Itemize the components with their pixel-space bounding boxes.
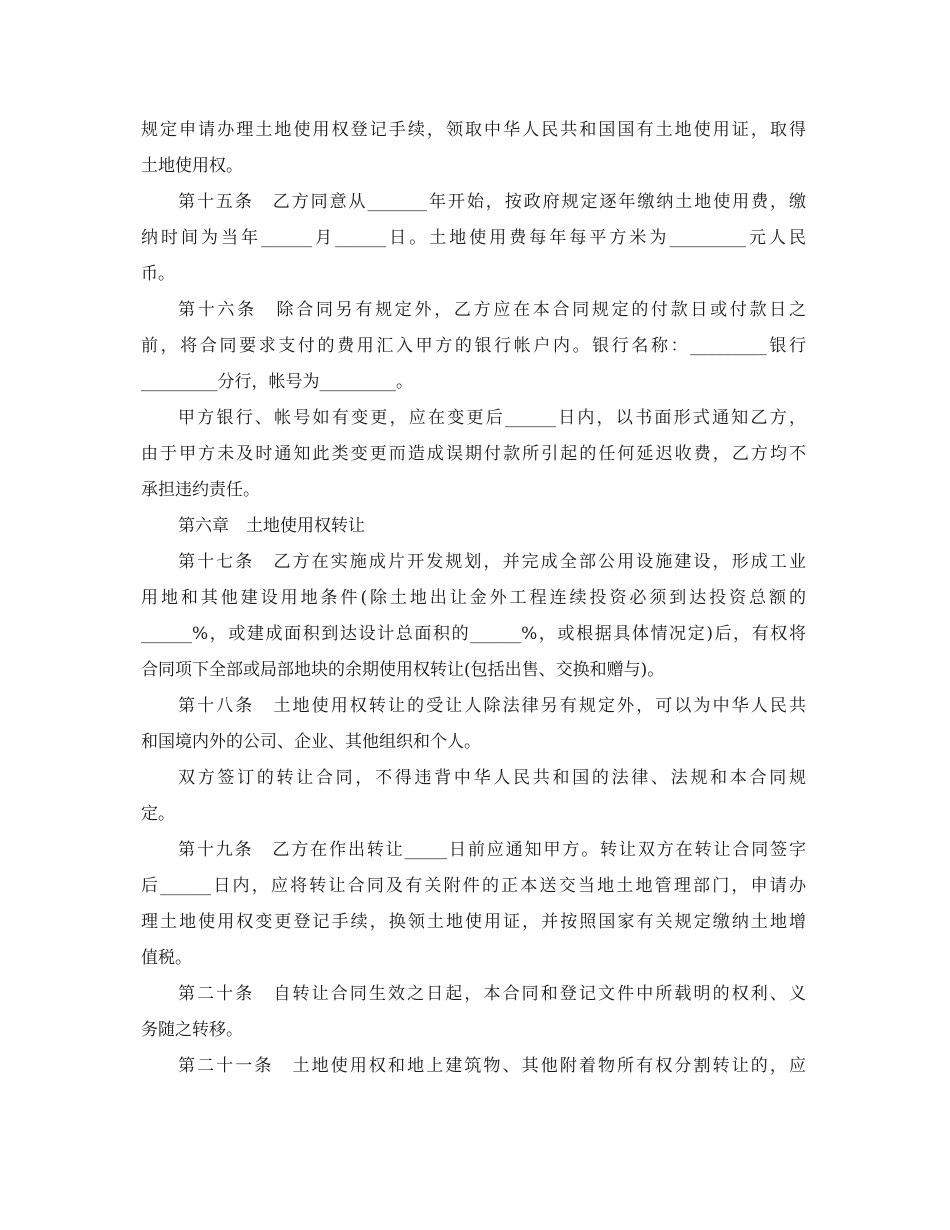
text-line: 双方签订的转让合同，不得违背中华人民共和国的法律、法规和本合同规 xyxy=(178,768,806,788)
article-21-line: 第二十一条 土地使用权和地上建筑物、其他附着物所有权分割转让的，应 xyxy=(178,1056,806,1076)
text-line: 币。 xyxy=(141,264,175,284)
article-15-line: 第十五条 乙方同意从_______年开始，按政府规定逐年缴纳土地使用费，缴 xyxy=(178,192,806,212)
text-line: 由于甲方未及时通知此类变更而造成误期付款所引起的任何延迟收费，乙方均不 xyxy=(141,444,806,464)
chapter-6-heading: 第六章 土地使用权转让 xyxy=(178,516,365,536)
document-body xyxy=(141,112,806,1084)
text-line: 后______日内，应将转让合同及有关附件的正本送交当地土地管理部门，申请办 xyxy=(141,876,806,896)
text-line: 定。 xyxy=(141,804,175,824)
text-line: 和国境内外的公司、企业、其他组织和个人。 xyxy=(141,732,481,752)
text-line: 纳时间为当年______月______日。土地使用费每年每平方米为_________元人民 xyxy=(141,228,806,248)
text-line: ______%，或建成面积到达设计总面积的______%，或根据具体情况定)后，有权将 xyxy=(141,624,806,644)
text-line: 用地和其他建设用地条件(除土地出让金外工程连续投资必须到达投资总额的 xyxy=(141,588,806,608)
article-17-line: 第十七条 乙方在实施成片开发规划，并完成全部公用设施建设，形成工业 xyxy=(178,552,806,572)
text-line: 务随之转移。 xyxy=(141,1020,243,1040)
article-18-line: 第十八条 土地使用权转让的受让人除法律另有规定外，可以为中华人民共 xyxy=(178,696,806,716)
article-20-line: 第二十条 自转让合同生效之日起，本合同和登记文件中所载明的权利、义 xyxy=(178,984,806,1004)
text-line: 前，将合同要求支付的费用汇入甲方的银行帐户内。银行名称：_________银行 xyxy=(141,336,806,356)
article-19-line: 第十九条 乙方在作出转让_____日前应通知甲方。转让双方在转让合同签字 xyxy=(178,840,806,860)
text-line: 土地使用权。 xyxy=(141,156,243,176)
text-line: 理土地使用权变更登记手续，换领土地使用证，并按照国家有关规定缴纳土地增 xyxy=(141,912,806,932)
text-line: 规定申请办理土地使用权登记手续，领取中华人民共和国国有土地使用证，取得 xyxy=(141,120,806,140)
article-16-line: 第十六条 除合同另有规定外，乙方应在本合同规定的付款日或付款日之 xyxy=(178,300,806,320)
text-line: 值税。 xyxy=(141,948,192,968)
text-line: 承担违约责任。 xyxy=(141,480,260,500)
text-line: 合同项下全部或局部地块的余期使用权转让(包括出售、交换和赠与)。 xyxy=(141,660,665,680)
text-line: _________分行，帐号为_________。 xyxy=(141,372,413,392)
text-line: 甲方银行、帐号如有变更，应在变更后______日内，以书面形式通知乙方， xyxy=(178,408,806,428)
